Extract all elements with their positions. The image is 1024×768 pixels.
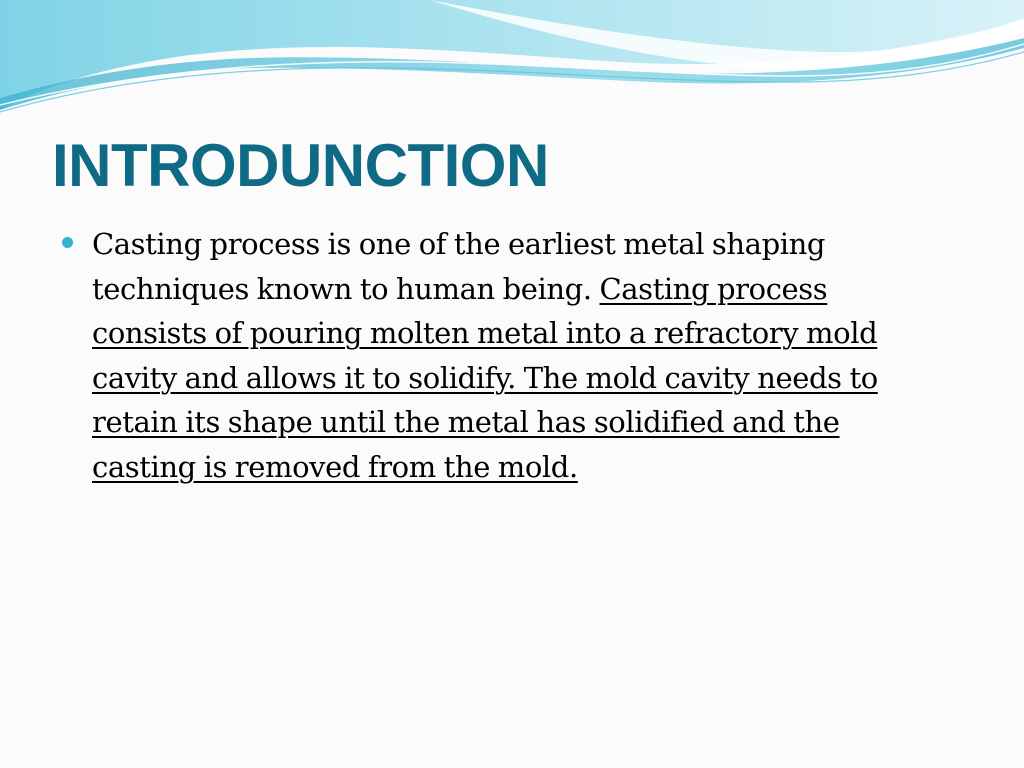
bullet-dot-icon [62, 237, 73, 248]
wave-banner [0, 0, 1024, 130]
bullet-underlined-text: Casting process consists of pouring molten metal into a refractory mold cavity and allows it to solidify. The mold cavity needs to retain its shape until the metal has solidified and the casting is removed from the mold. [92, 271, 878, 484]
slide-title: INTRODUNCTION [52, 132, 549, 199]
bullet-item [60, 222, 940, 489]
bullet-list [60, 222, 940, 489]
bullet-plain-text: Casting process is one of the earliest metal shaping techniques known to human being. [92, 227, 826, 306]
